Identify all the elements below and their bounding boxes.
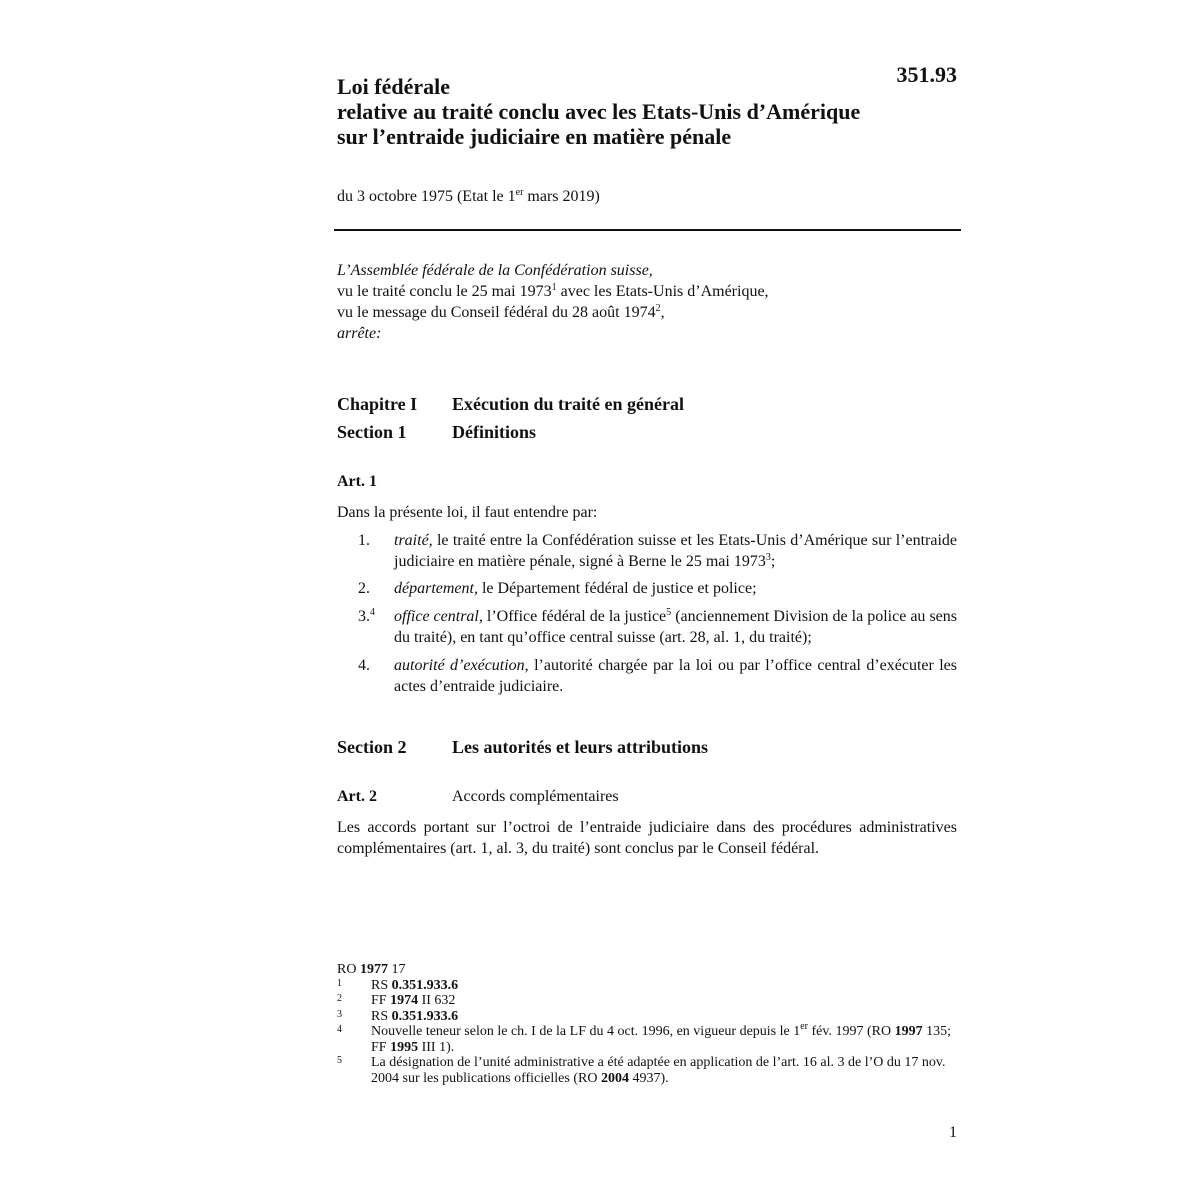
section-1-heading <box>337 422 536 443</box>
article-2-heading <box>337 788 619 806</box>
footnote-4-d: 135; FF <box>371 1024 951 1055</box>
footnote-ref-2[interactable]: 2 <box>655 303 661 314</box>
preamble-vu-2-text: vu le message du Conseil fédéral du 28 août 1974 <box>337 304 656 321</box>
definition-number-2 <box>358 578 370 599</box>
definition-text-1 <box>394 530 957 572</box>
footnote-ref-1[interactable]: 1 <box>551 282 557 293</box>
definition-body-1: le traité entre la Confédération suisse et les Etats-Unis d’Amérique sur l’entraide judiciaire en matière pénale, signé à Berne le 25 mai 1973 <box>394 532 957 570</box>
footnote-2-b: 1974 <box>390 993 419 1008</box>
footnote-number-5: 5 <box>337 1055 342 1066</box>
article-1-heading <box>337 473 452 491</box>
footnote-4-sup: er <box>800 1021 809 1032</box>
definition-term-1: traité, <box>394 532 433 549</box>
preamble-vu-2 <box>337 302 769 323</box>
preamble-vu-1-text: vu le traité conclu le 25 mai 1973 <box>337 283 552 300</box>
preamble-arrete: arrête: <box>337 325 382 342</box>
definition-tail-1: ; <box>770 553 776 570</box>
preamble-vu-2-rest: , <box>660 304 665 321</box>
footnote-2-c: II 632 <box>418 993 456 1008</box>
definition-body-2: le Département fédéral de justice et police; <box>477 580 757 597</box>
definition-number-4 <box>358 655 370 676</box>
section-2-heading <box>337 737 708 758</box>
title-line-1: Loi fédérale <box>337 74 451 99</box>
definition-tail-3: (anciennement Division de la police au sens du traité), en tant qu’office central suisse (art. 28, al. 1, du traité); <box>394 608 958 646</box>
ro-reference <box>337 962 957 978</box>
footnote-4-f: III 1). <box>418 1039 455 1055</box>
footnote-ref-5[interactable]: 5 <box>666 607 672 618</box>
footnote-ref-3[interactable]: 3 <box>765 552 771 563</box>
footnote-4 <box>337 1021 957 1055</box>
article-2-title: Accords complémentaires <box>452 788 619 805</box>
footnote-3-b: 0.351.933.6 <box>391 1008 459 1024</box>
definition-body-3: l’Office fédéral de la justice <box>482 608 667 625</box>
title-line-3: sur l’entraide judiciaire en matière pénale <box>337 124 732 149</box>
article-1-intro: Dans la présente loi, il faut entendre par: <box>337 504 598 521</box>
footnote-5 <box>337 1055 957 1086</box>
preamble-vu-1 <box>337 281 769 302</box>
footnote-1 <box>337 978 957 994</box>
section-2-title: Les autorités et leurs attributions <box>452 737 708 757</box>
definition-term-3: office central, <box>394 608 483 625</box>
title-line-2: relative au traité conclu avec les Etats-Unis d’Amérique <box>337 99 861 124</box>
date-suffix: mars 2019) <box>523 188 600 205</box>
definition-body-4: l’autorité chargée par la loi ou par l’office central d’exécuter les actes d’entraide judiciaire. <box>394 657 957 695</box>
chapter-label: Chapitre I <box>337 394 418 414</box>
footnote-number-1: 1 <box>337 977 342 989</box>
footnote-3 <box>337 1009 957 1025</box>
ro-year: 1977 <box>359 962 388 977</box>
date-sup: er <box>515 187 524 198</box>
definition-item-4 <box>358 655 957 697</box>
date-prefix: du 3 octobre 1975 (Etat le 1 <box>337 188 516 205</box>
sr-number: 351.93 <box>896 62 957 87</box>
date-line <box>337 188 600 206</box>
footnote-1-a: RS <box>371 977 392 993</box>
definition-text-4 <box>394 655 957 697</box>
chapter-heading <box>337 394 684 415</box>
preamble-vu-1-rest: avec les Etats-Unis d’Amérique, <box>556 283 769 300</box>
definition-number-3-text: 3. <box>358 608 370 625</box>
definition-term-4: autorité d’exécution, <box>394 657 529 674</box>
footnote-4-b: fév. 1997 (RO <box>808 1024 895 1039</box>
definition-number-4-text: 4. <box>358 657 370 674</box>
preamble <box>337 260 769 344</box>
definition-item-3 <box>358 606 957 648</box>
definition-text-2 <box>394 578 957 599</box>
footnote-5-b: 2004 <box>600 1070 629 1086</box>
footnote-3-a: RS <box>371 1008 392 1024</box>
definition-text-3 <box>394 606 957 648</box>
definition-term-2: département, <box>394 580 478 597</box>
footnote-number-3: 3 <box>337 1008 342 1020</box>
footnote-2-a: FF <box>371 993 391 1008</box>
footnote-2 <box>337 993 957 1009</box>
definition-number-3 <box>358 606 375 627</box>
section-2-label: Section 2 <box>337 737 407 757</box>
article-1-label: Art. 1 <box>337 473 377 490</box>
definition-number-2-text: 2. <box>358 580 370 597</box>
definition-number-1 <box>358 530 370 551</box>
footnote-number-4: 4 <box>337 1024 342 1035</box>
header-rule <box>334 229 961 231</box>
footnote-1-b: 0.351.933.6 <box>391 977 459 993</box>
definition-number-1-text: 1. <box>358 532 370 549</box>
footnote-5-c: 4937). <box>628 1070 669 1086</box>
law-title <box>337 74 897 149</box>
ro-prefix: RO <box>337 962 360 977</box>
ro-page: 17 <box>387 962 406 977</box>
article-2-label: Art. 2 <box>337 788 377 805</box>
footnote-4-a: Nouvelle teneur selon le ch. I de la LF du 4 oct. 1996, en vigueur depuis le 1 <box>371 1024 801 1039</box>
footnote-5-a: La désignation de l’unité administrative a été adaptée en application de l’art. 16 al. 3 de l’O du 17 nov. 2004 sur les publications officielles (RO <box>371 1055 946 1086</box>
footnote-number-2: 2 <box>337 993 342 1004</box>
definition-item-2 <box>358 578 957 599</box>
footnote-4-e: 1995 <box>390 1039 419 1055</box>
section-1-title: Définitions <box>452 422 537 442</box>
page-number: 1 <box>949 1124 957 1141</box>
definition-item-1 <box>358 530 957 572</box>
chapter-title: Exécution du traité en général <box>452 394 684 414</box>
footnote-ref-4[interactable]: 4 <box>370 607 375 618</box>
article-2-text: Les accords portant sur l’octroi de l’entraide judiciaire dans des procédures administratives complémentaires (art. 1, al. 3, du traité) sont conclus par le Conseil fédéral. <box>337 819 957 857</box>
section-1-label: Section 1 <box>337 422 407 442</box>
document-page <box>337 0 961 1200</box>
preamble-assembly: L’Assemblée fédérale de la Confédération suisse, <box>337 262 653 279</box>
footnotes <box>337 962 957 1086</box>
footnote-4-c: 1997 <box>894 1024 923 1039</box>
